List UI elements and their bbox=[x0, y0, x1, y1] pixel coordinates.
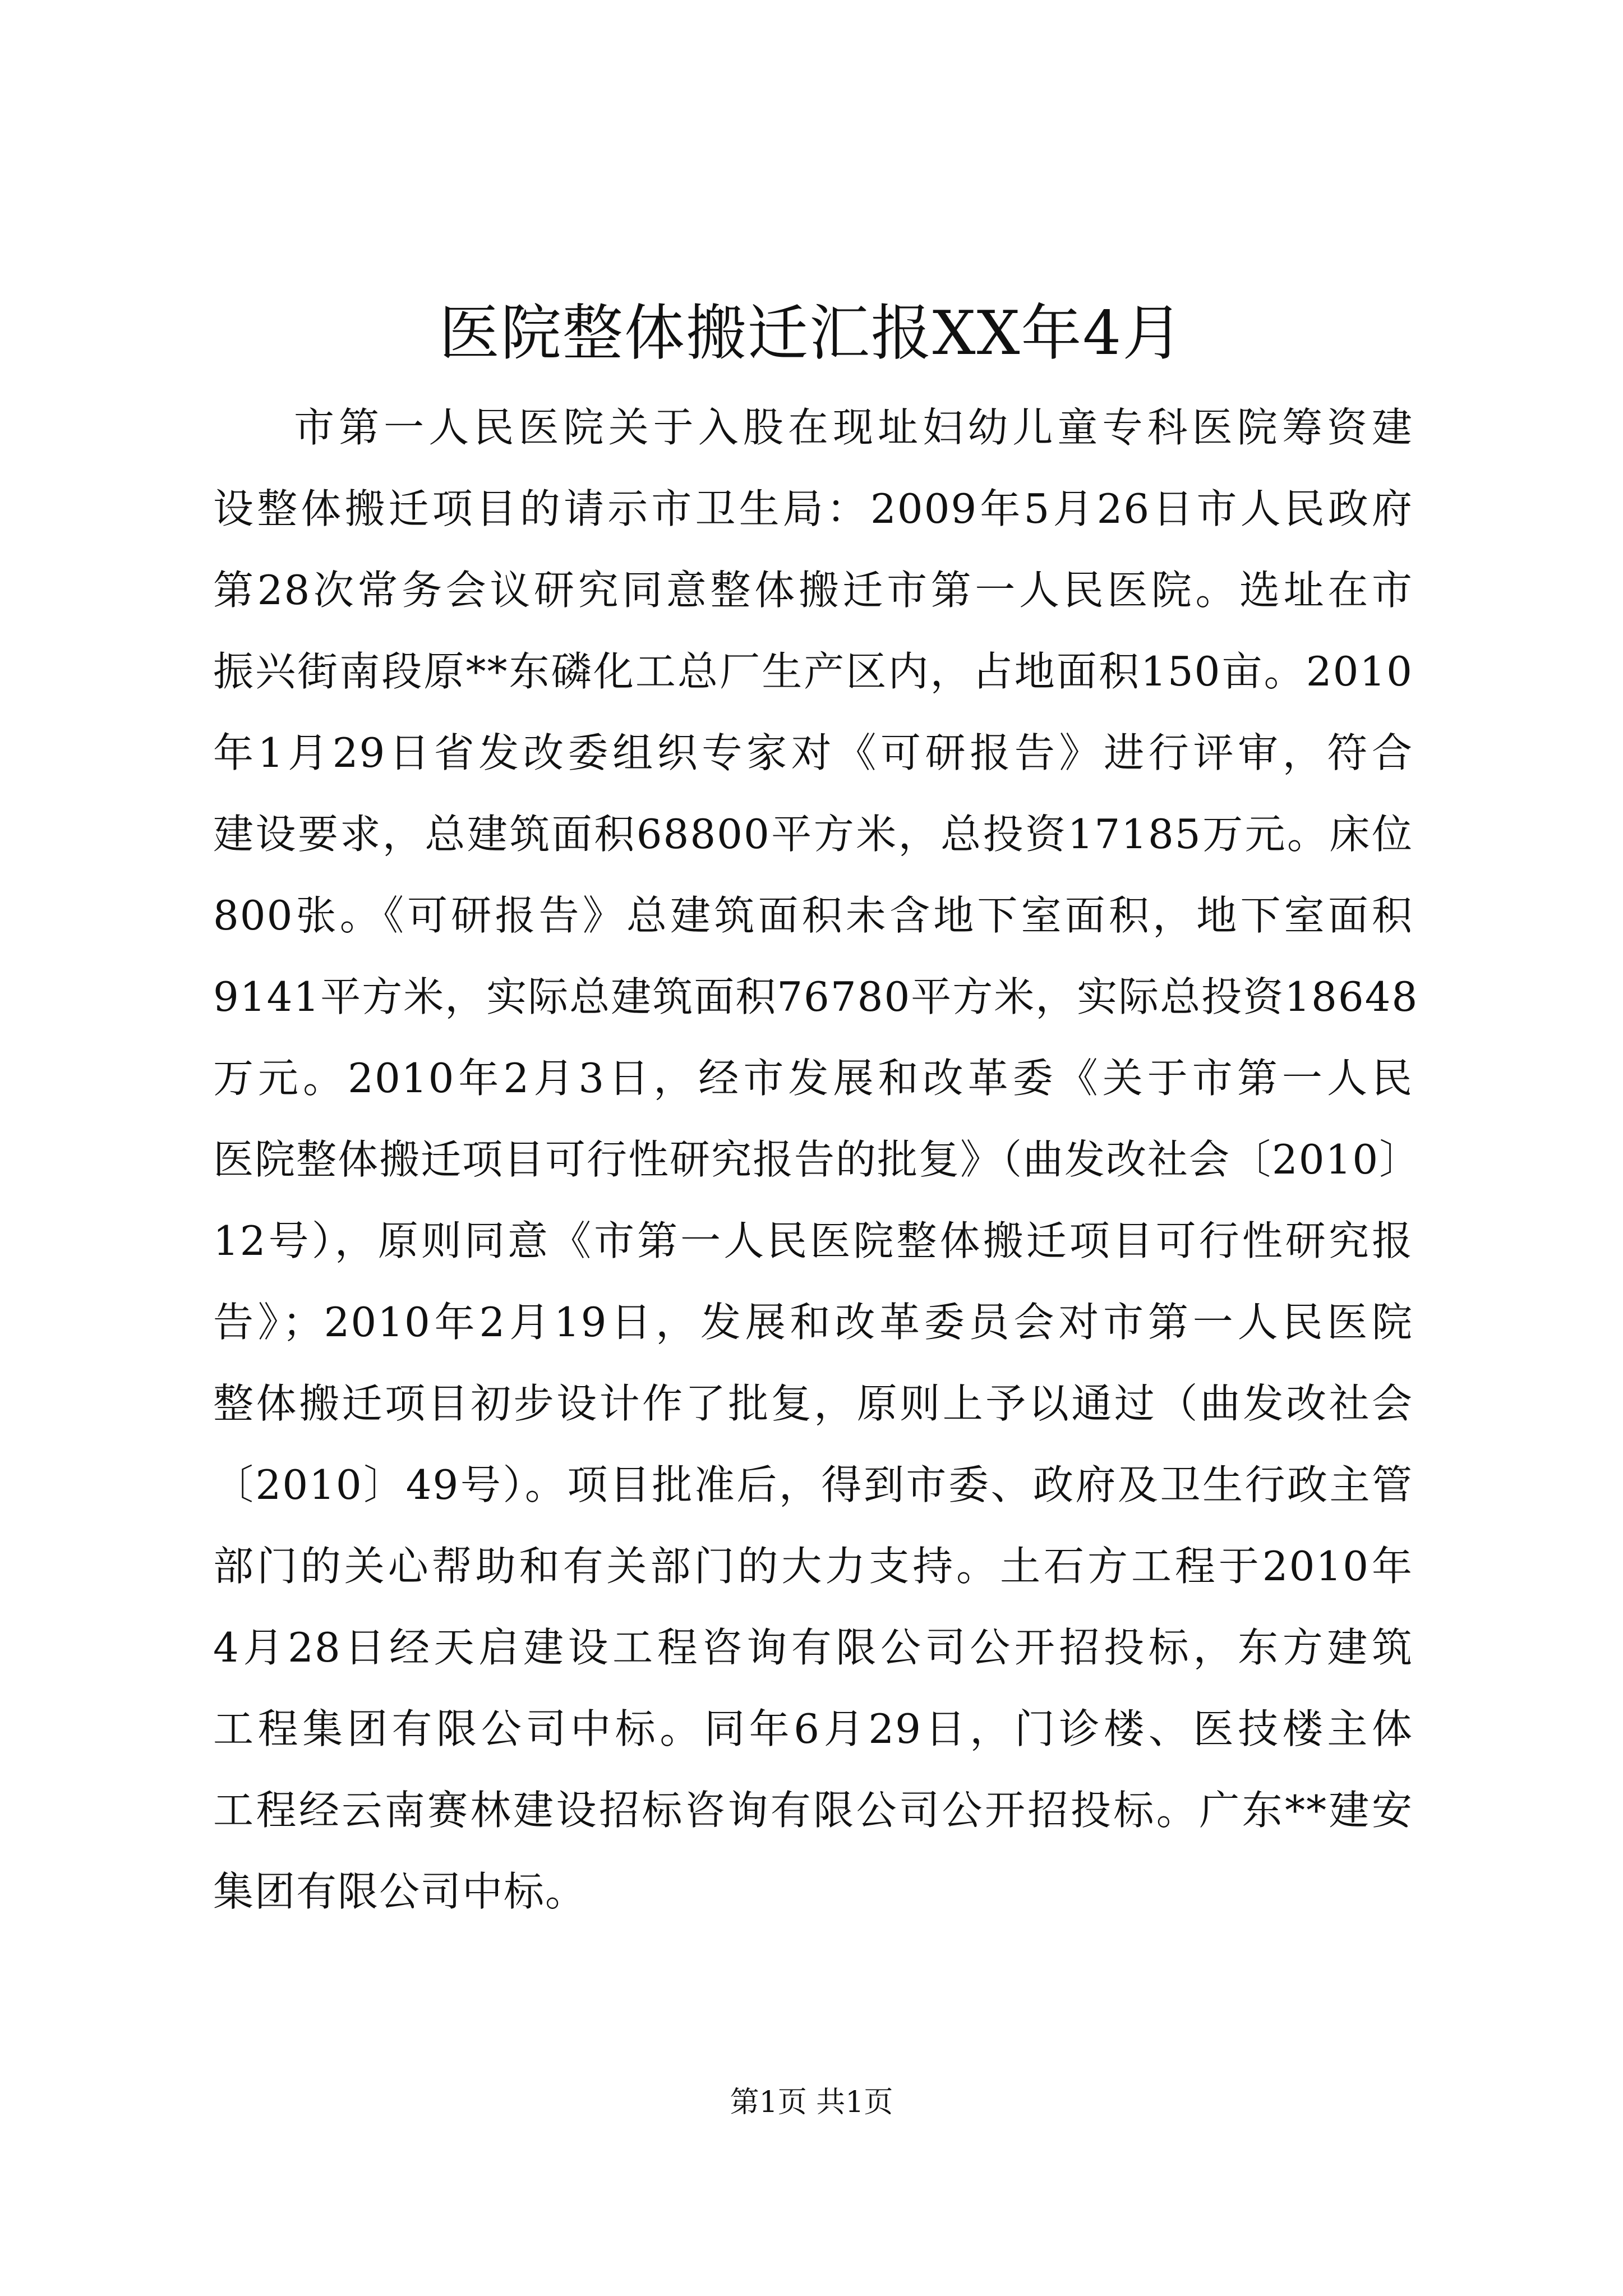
body-line: 800张。《可研报告》总建筑面积未含地下室面积，地下室面积 bbox=[213, 892, 1413, 939]
body-line: 12号），原则同意《市第一人民医院整体搬迁项目可行性研究报 bbox=[213, 1217, 1413, 1264]
body-line: 部门的关心帮助和有关部门的大力支持。土石方工程于2010年 bbox=[213, 1543, 1413, 1590]
body-line: 工程经云南赛林建设招标咨询有限公司公开招投标。广东**建安 bbox=[213, 1787, 1413, 1834]
body-line: 医院整体搬迁项目可行性研究报告的批复》（曲发改社会〔2010〕 bbox=[213, 1136, 1421, 1183]
body-line: 整体搬迁项目初步设计作了批复，原则上予以通过（曲发改社会 bbox=[213, 1380, 1413, 1427]
document-body bbox=[213, 387, 1421, 1932]
body-line: 〔2010〕49号）。项目批准后，得到市委、政府及卫生行政主管 bbox=[213, 1461, 1413, 1508]
body-line: 万元。2010年2月3日，经市发展和改革委《关于市第一人民 bbox=[213, 1055, 1413, 1102]
body-line: 年1月29日省发改委组织专家对《可研报告》进行评审，符合 bbox=[213, 729, 1413, 776]
body-line: 建设要求，总建筑面积68800平方米，总投资17185万元。床位 bbox=[213, 811, 1413, 858]
body-line: 工程集团有限公司中标。同年6月29日，门诊楼、医技楼主体 bbox=[213, 1705, 1413, 1752]
body-line: 设整体搬迁项目的请示市卫生局：2009年5月26日市人民政府 bbox=[213, 485, 1413, 532]
page-footer: 第1页 共1页 bbox=[730, 2086, 893, 2119]
body-line: 振兴街南段原**东磷化工总厂生产区内，占地面积150亩。2010 bbox=[213, 648, 1413, 695]
body-line: 集团有限公司中标。 bbox=[213, 1868, 587, 1915]
body-line: 4月28日经天启建设工程咨询有限公司公开招投标，东方建筑 bbox=[213, 1624, 1413, 1671]
document-title: 医院整体搬迁汇报XX年4月 bbox=[439, 298, 1184, 369]
body-line: 市第一人民医院关于入股在现址妇幼儿童专科医院筹资建 bbox=[294, 404, 1413, 451]
body-line: 告》；2010年2月19日，发展和改革委员会对市第一人民医院 bbox=[213, 1299, 1413, 1346]
body-line: 9141平方米，实际总建筑面积76780平方米，实际总投资18648 bbox=[213, 973, 1419, 1020]
body-line: 第28次常务会议研究同意整体搬迁市第一人民医院。选址在市 bbox=[213, 567, 1413, 614]
